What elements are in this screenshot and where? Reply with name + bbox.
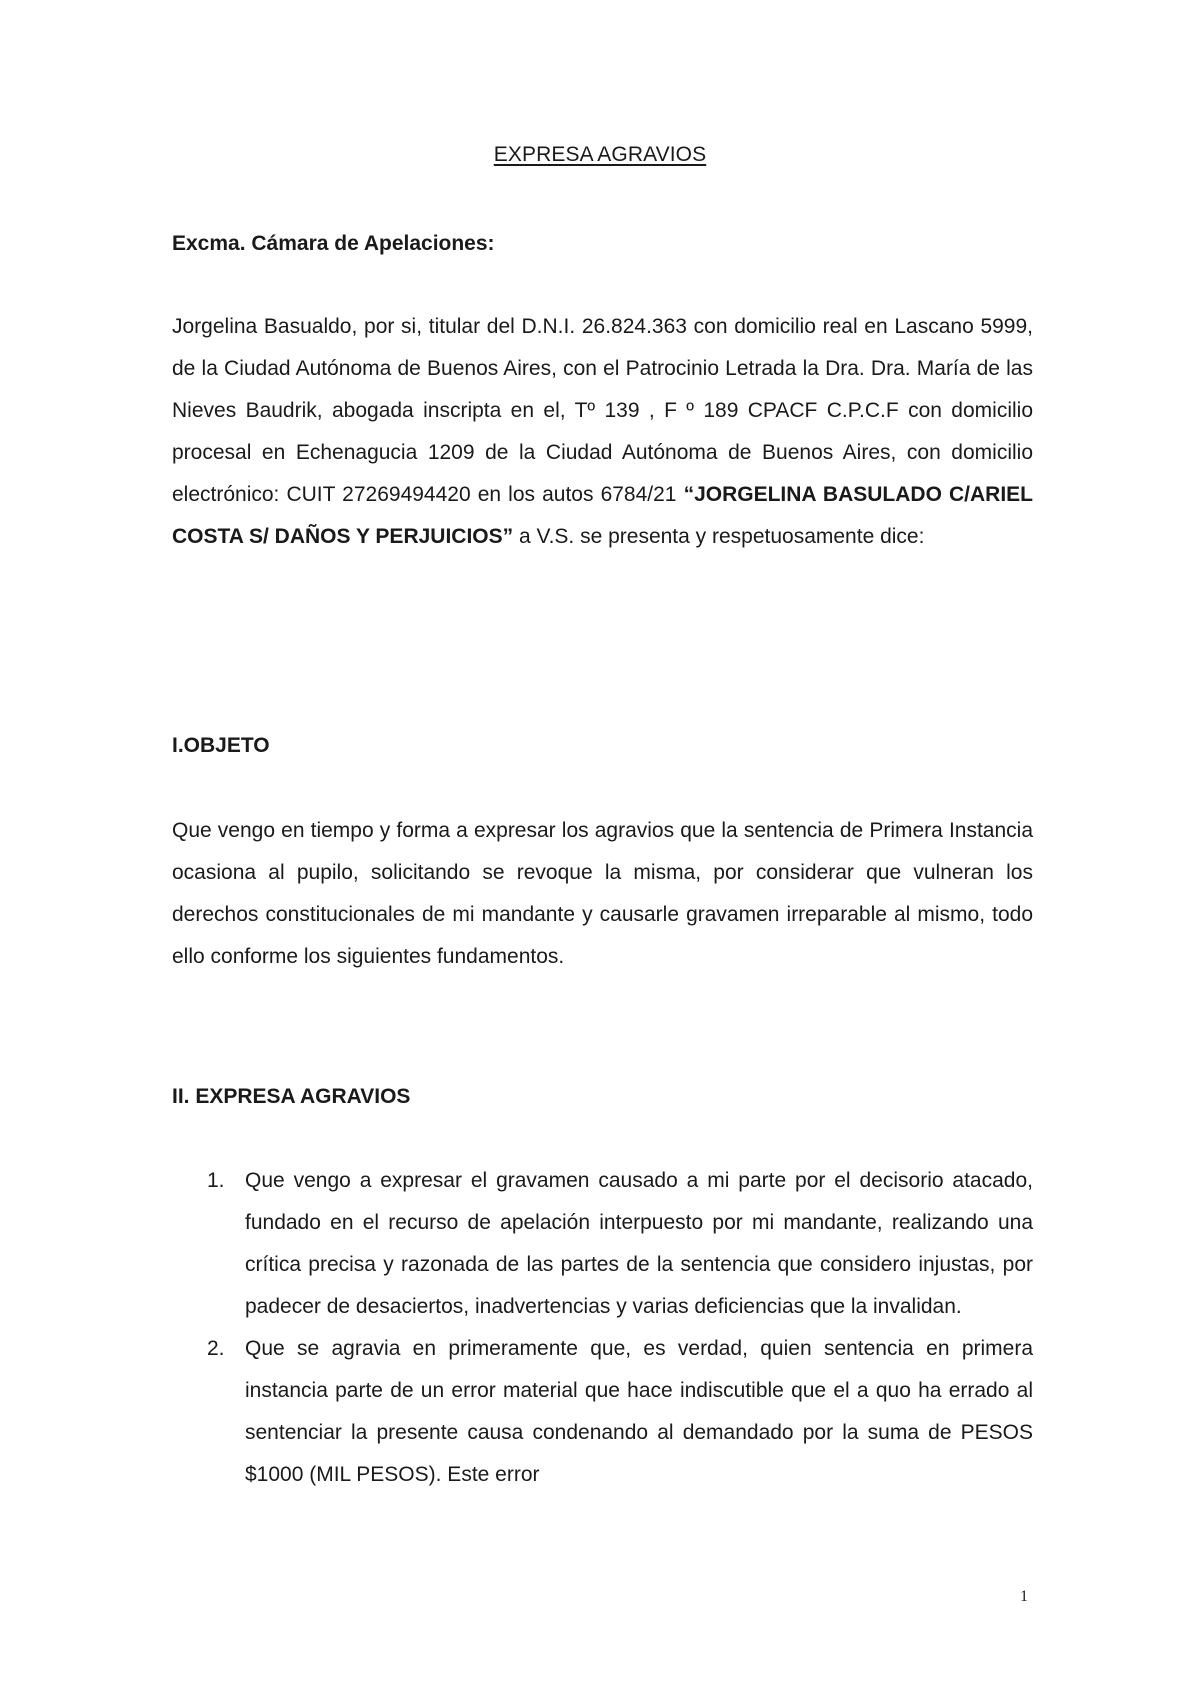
section-body-objeto: Que vengo en tiempo y forma a expresar los agravios que la sentencia de Primera Instancia ocasiona al pupilo, solicitando se revoque la misma, por considerar que vulneran los derechos constitucionales de mi mandante y causarle gravamen irreparable al mismo, todo ello conforme los siguientes fundamentos. xyxy=(172,819,1033,968)
section-heading-objeto: I.OBJETO xyxy=(172,734,270,757)
agravios-list xyxy=(172,1160,1033,1496)
intro-text: Jorgelina Basualdo, por si, titular del D.N.I. 26.824.363 con domicilio real en Lascano 5999, de la Ciudad Autónoma de Buenos Aires, con el Patrocinio Letrada la Dra. Dra. María de las Nieves Baudrik, abogada inscripta en el, Tº 139 , F º 189 CPACF C.P.C.F con domicilio procesal en Echenagucia 1209 de la Ciudad Autónoma de Buenos Aires, con domicilio electrónico: CUIT 27269494420 en los autos 6784/21 xyxy=(172,315,1033,506)
page-number: 1 xyxy=(1020,1588,1028,1605)
list-item xyxy=(172,1328,1033,1496)
list-item-text: Que se agravia en primeramente que, es verdad, quien sentencia en primera instancia parte de un error material que hace indiscutible que el a quo ha errado al sentenciar la presente causa condenando al demandado por la suma de PESOS $1000 (MIL PESOS). Este error xyxy=(245,1337,1033,1486)
list-item-text: Que vengo a expresar el gravamen causado a mi parte por el decisorio atacado, fundado en el recurso de apelación interpuesto por mi mandante, realizando una crítica precisa y razonada de las partes de la sentencia que considero injustas, por padecer de desaciertos, inadvertencias y varias deficiencias que la invalidan. xyxy=(245,1169,1033,1318)
addressee: Excma. Cámara de Apelaciones: xyxy=(172,232,495,255)
intro-paragraph xyxy=(172,306,1033,558)
section-heading-agravios: II. EXPRESA AGRAVIOS xyxy=(172,1085,411,1108)
document-title: EXPRESA AGRAVIOS xyxy=(493,143,707,166)
list-item-number: 2. xyxy=(207,1337,225,1360)
intro-closing-text: a V.S. se presenta y respetuosamente dice: xyxy=(513,525,925,548)
case-caption: “JORGELINA BASULADO C/ARIEL COSTA S/ DAÑOS Y PERJUICIOS” xyxy=(172,483,1033,548)
list-item xyxy=(172,1160,1033,1328)
list-item-number: 1. xyxy=(207,1169,225,1192)
